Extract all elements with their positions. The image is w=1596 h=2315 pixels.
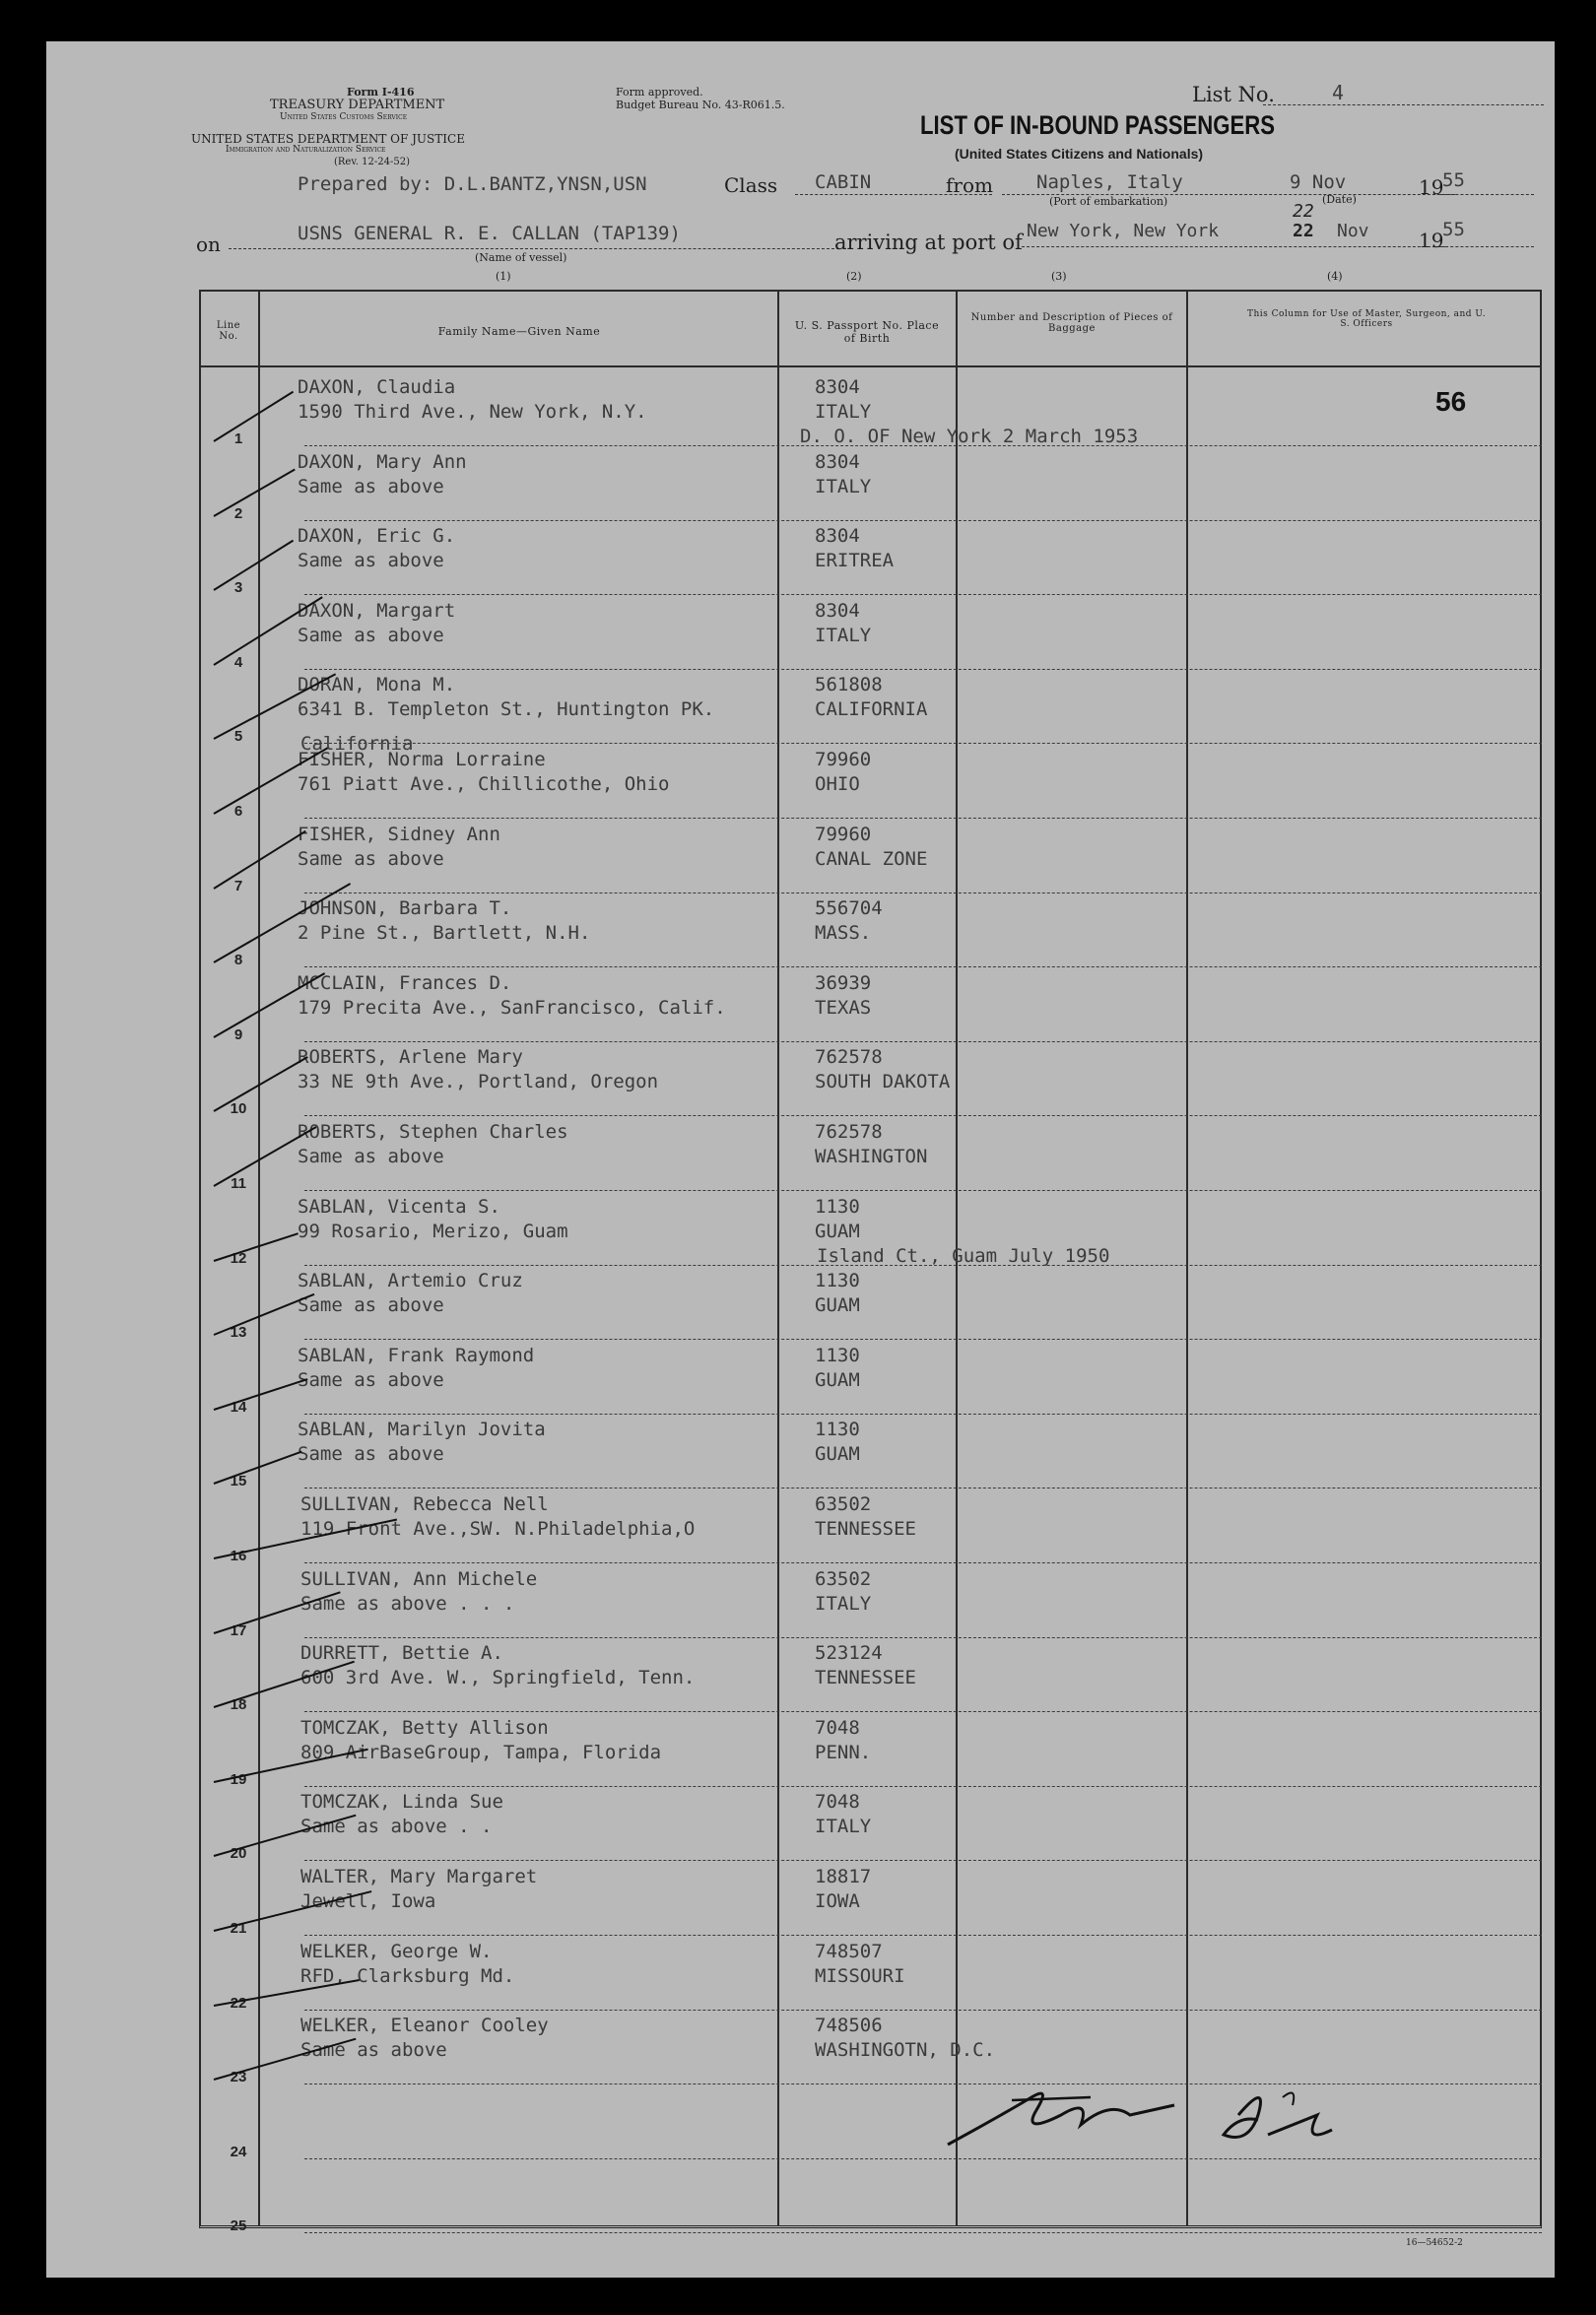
place-of-birth: CANAL ZONE: [815, 847, 928, 870]
arrival-port: New York, New York: [1027, 221, 1220, 241]
passenger-address: 99 Rosario, Merizo, Guam: [298, 1220, 568, 1242]
vessel-name: USNS GENERAL R. E. CALLAN (TAP139): [298, 223, 681, 244]
place-of-birth: GUAM: [815, 1294, 860, 1317]
passenger-address: 600 3rd Ave. W., Springfield, Tenn.: [300, 1667, 696, 1689]
passenger-name: DAXON, Mary Ann: [298, 450, 467, 473]
passport-number: 79960: [815, 823, 872, 845]
passenger-address: 33 NE 9th Ave., Portland, Oregon: [298, 1071, 659, 1093]
passenger-address: Same as above: [298, 1443, 444, 1466]
column-number-4: (4): [1327, 270, 1343, 283]
passenger-address: Same as above: [298, 847, 444, 870]
footer-code: 16—54652-2: [1406, 2238, 1463, 2248]
table-row: [46, 819, 1555, 893]
col-header-passport: U. S. Passport No. Place of Birth: [794, 319, 940, 345]
arrival-year: 55: [1442, 219, 1465, 240]
passenger-name: SABLAN, Marilyn Jovita: [298, 1419, 546, 1441]
form-subtitle: (United States Citizens and Nationals): [955, 146, 1204, 162]
table-row: [46, 2158, 1555, 2233]
year-label: 19: [1419, 175, 1444, 199]
table-row: [46, 893, 1555, 967]
check-mark: [214, 1378, 308, 1411]
line-number: 21: [230, 1920, 247, 1937]
passenger-name: SABLAN, Artemio Cruz: [298, 1270, 523, 1292]
vessel-caption: (Name of vessel): [475, 251, 567, 264]
column-number-1: (1): [496, 270, 511, 283]
place-of-birth: WASHINGOTN, D.C.: [815, 2039, 996, 2062]
table-row: [46, 520, 1555, 595]
arrival-year-underline: [1440, 246, 1534, 247]
passport-number: 762578: [815, 1046, 883, 1069]
passenger-name: TOMCZAK, Betty Allison: [300, 1716, 549, 1739]
passenger-name: WALTER, Mary Margaret: [300, 1866, 538, 1887]
passenger-address: Same as above: [298, 550, 444, 572]
passenger-name: SABLAN, Frank Raymond: [298, 1344, 535, 1366]
check-mark: [214, 1057, 308, 1113]
table-row: [46, 1340, 1555, 1415]
line-number: 13: [230, 1324, 247, 1342]
col-header-baggage: Number and Description of Pieces of Baggage: [970, 312, 1173, 334]
line-number: 23: [230, 2069, 247, 2086]
passenger-name: JOHNSON, Barbara T.: [298, 897, 512, 920]
place-of-birth: ITALY: [815, 475, 872, 497]
passenger-address: Same as above: [298, 624, 444, 646]
place-of-birth: TEXAS: [815, 996, 872, 1019]
line-number: 22: [230, 1994, 247, 2012]
immigration-service: Immigration and Naturalization Service: [226, 145, 386, 155]
check-mark: [214, 1749, 368, 1783]
from-label: from: [946, 173, 993, 197]
passenger-address: RFD, Clarksburg Md.: [300, 1964, 515, 1987]
form-sheet: [46, 41, 1555, 2278]
table-row: [46, 1041, 1555, 1116]
passport-number: 523124: [815, 1642, 883, 1665]
passenger-name: DAXON, Claudia: [298, 376, 456, 398]
passport-number: 63502: [815, 1567, 872, 1590]
table-row: [46, 1712, 1555, 1787]
line-number: 10: [230, 1100, 247, 1118]
passenger-address: Same as above: [300, 2039, 447, 2062]
table-row: [46, 1116, 1555, 1191]
check-mark: [214, 1979, 360, 2007]
passport-number: 762578: [815, 1121, 883, 1143]
line-number: 16: [230, 1548, 247, 1564]
place-of-birth: IOWA: [815, 1890, 860, 1912]
col-header-name: Family Name—Given Name: [437, 325, 601, 338]
passport-number: 8304: [815, 376, 860, 398]
table-row: [46, 1786, 1555, 1861]
place-of-birth: ERITREA: [815, 550, 895, 572]
passenger-name: MCCLAIN, Frances D.: [298, 971, 512, 994]
line-number: 15: [230, 1473, 247, 1490]
place-of-birth: PENN.: [815, 1741, 872, 1763]
passenger-name: ROBERTS, Stephen Charles: [298, 1121, 568, 1143]
passenger-name: DAXON, Eric G.: [298, 525, 456, 548]
line-number: 18: [230, 1696, 247, 1714]
passenger-address: Same as above: [298, 1368, 444, 1391]
arrival-underline: [1022, 246, 1445, 247]
passenger-address: 119 Front Ave.,SW. N.Philadelphia,O: [300, 1518, 696, 1540]
arrival-month: Nov: [1337, 221, 1369, 241]
passenger-name: DAXON, Margart: [298, 599, 456, 622]
passenger-name: FISHER, Norma Lorraine: [298, 749, 546, 770]
column-number-2: (2): [846, 270, 862, 283]
line-number: 20: [230, 1845, 247, 1863]
line-number: 3: [233, 579, 243, 597]
form-title: LIST OF IN-BOUND PASSENGERS: [920, 110, 1276, 140]
line-number: 9: [233, 1025, 243, 1043]
table-row: [46, 595, 1555, 670]
on-label: on: [196, 232, 221, 256]
place-of-birth: ITALY: [815, 1592, 872, 1615]
col-header-line-no: Line No.: [216, 320, 241, 342]
passenger-name: DORAN, Mona M.: [298, 674, 456, 696]
passenger-name: SULLIVAN, Rebecca Nell: [300, 1493, 549, 1515]
passenger-address: Same as above: [298, 1294, 444, 1317]
naturalization-note: Island Ct., Guam July 1950: [817, 1244, 1110, 1267]
arrival-day-typed: 22: [1293, 221, 1314, 241]
list-number-value: 4: [1332, 81, 1345, 104]
embark-port: Naples, Italy: [1036, 171, 1183, 193]
passport-number: 1130: [815, 1344, 860, 1366]
line-number: 24: [230, 2143, 247, 2160]
passenger-name: SULLIVAN, Ann Michele: [300, 1567, 538, 1590]
embark-date: 9 Nov: [1290, 171, 1347, 193]
passenger-name: ROBERTS, Arlene Mary: [298, 1046, 523, 1069]
passport-number: 8304: [815, 525, 860, 548]
treasury-department: TREASURY DEPARTMENT: [270, 98, 445, 112]
table-row: [46, 1936, 1555, 2011]
place-of-birth: ITALY: [815, 1816, 872, 1838]
table-row: [46, 2010, 1555, 2084]
passenger-name: WELKER, George W.: [300, 1940, 493, 1962]
passenger-name: SABLAN, Vicenta S.: [298, 1195, 500, 1218]
arrival-day-handwritten: 22: [1293, 201, 1314, 222]
line-number: 11: [231, 1175, 246, 1192]
form-approved: Form approved.: [616, 86, 703, 99]
passenger-address: 809 AirBaseGroup, Tampa, Florida: [300, 1741, 662, 1763]
page-number: 56: [1435, 386, 1467, 417]
row5-continuation: California: [300, 733, 414, 755]
place-of-birth: TENNESSEE: [815, 1667, 916, 1689]
passport-number: 561808: [815, 674, 883, 696]
passport-number: 748507: [815, 1940, 883, 1962]
class-value: CABIN: [815, 171, 872, 193]
passenger-address: 6341 B. Templeton St., Huntington PK.: [298, 698, 715, 721]
table-row: [46, 669, 1555, 744]
place-of-birth: SOUTH DAKOTA: [815, 1071, 951, 1093]
table-row: [46, 1414, 1555, 1488]
passport-number: 8304: [815, 450, 860, 473]
line-number: 6: [233, 803, 243, 820]
passport-number: 1130: [815, 1195, 860, 1218]
place-of-birth: TENNESSEE: [815, 1518, 916, 1540]
arrival-year-label: 19: [1419, 229, 1444, 252]
table-row: [46, 446, 1555, 521]
passport-number: 36939: [815, 971, 872, 994]
place-of-birth: GUAM: [815, 1220, 860, 1242]
list-number-underline: [1263, 104, 1544, 105]
line-number: 17: [230, 1621, 247, 1639]
port-embarkation-caption: (Port of embarkation): [1049, 195, 1168, 208]
year-underline: [1440, 194, 1534, 195]
place-of-birth: OHIO: [815, 773, 860, 795]
line-number: 7: [233, 877, 243, 894]
line-number: 14: [230, 1398, 247, 1416]
form-number: Form I-416: [347, 86, 415, 99]
passenger-name: WELKER, Eleanor Cooley: [300, 2015, 549, 2037]
passenger-address: 2 Pine St., Bartlett, N.H.: [298, 922, 591, 945]
passenger-address: 1590 Third Ave., New York, N.Y.: [298, 401, 647, 423]
passport-number: 556704: [815, 897, 883, 920]
customs-service: United States Customs Service: [280, 112, 408, 122]
passport-number: 1130: [815, 1419, 860, 1441]
vessel-underline: [229, 248, 839, 249]
passport-number: 63502: [815, 1493, 872, 1515]
passenger-address: Jewell, Iowa: [300, 1890, 436, 1912]
officer-signature: [943, 2076, 1435, 2164]
passenger-address: Same as above . .: [300, 1816, 493, 1838]
row-divider: [304, 2232, 1542, 2233]
line-number: 19: [230, 1770, 247, 1788]
place-of-birth: MASS.: [815, 922, 872, 945]
col-header-officers: This Column for Use of Master, Surgeon, and U. S. Officers: [1246, 309, 1487, 329]
table-row: [46, 744, 1555, 819]
table-header-rule: [199, 365, 1542, 367]
place-of-birth: ITALY: [815, 401, 872, 423]
naturalization-note: D. O. OF New York 2 March 1953: [800, 426, 1139, 447]
passport-number: 18817: [815, 1866, 872, 1887]
passenger-address: 179 Precita Ave., SanFrancisco, Calif.: [298, 996, 726, 1019]
list-number-label: List No.: [1192, 83, 1275, 106]
line-number: 12: [230, 1249, 247, 1267]
passenger-address: Same as above: [298, 475, 444, 497]
place-of-birth: WASHINGTON: [815, 1146, 928, 1167]
table-row: [46, 1191, 1555, 1266]
table-row: [46, 967, 1555, 1042]
date-caption: (Date): [1322, 193, 1357, 206]
place-of-birth: ITALY: [815, 624, 872, 646]
arriving-label: arriving at port of: [834, 231, 1023, 254]
passenger-name: FISHER, Sidney Ann: [298, 823, 500, 845]
column-number-3: (3): [1051, 270, 1067, 283]
place-of-birth: GUAM: [815, 1443, 860, 1466]
passenger-name: DURRETT, Bettie A.: [300, 1642, 503, 1665]
line-number: 5: [233, 728, 243, 746]
table-row: [46, 1265, 1555, 1340]
passenger-address: Same as above: [298, 1146, 444, 1167]
table-row: [46, 1637, 1555, 1712]
line-number: 1: [233, 430, 243, 447]
table-row: [46, 1488, 1555, 1563]
revision-date: (Rev. 12-24-52): [334, 157, 411, 167]
line-number: 25: [230, 2217, 247, 2235]
check-mark: [213, 829, 305, 889]
passport-number: 8304: [815, 599, 860, 622]
line-number: 4: [233, 653, 243, 671]
prepared-by: Prepared by: D.L.BANTZ,YNSN,USN: [298, 173, 647, 195]
passenger-address: Same as above . . .: [300, 1592, 515, 1615]
passenger-address: 761 Piatt Ave., Chillicothe, Ohio: [298, 773, 670, 795]
embark-year: 55: [1442, 169, 1465, 191]
passport-number: 7048: [815, 1791, 860, 1814]
line-number: 8: [233, 952, 243, 969]
place-of-birth: CALIFORNIA: [815, 698, 928, 721]
table-row: [46, 1861, 1555, 1936]
budget-bureau: Budget Bureau No. 43-R061.5.: [616, 99, 785, 111]
table-row: [46, 371, 1555, 446]
passport-number: 748506: [815, 2015, 883, 2037]
class-label: Class: [724, 173, 778, 197]
passport-number: 1130: [815, 1270, 860, 1292]
passport-number: 7048: [815, 1716, 860, 1739]
passenger-name: TOMCZAK, Linda Sue: [300, 1791, 503, 1814]
department-of-justice: UNITED STATES DEPARTMENT OF JUSTICE: [191, 132, 465, 146]
place-of-birth: MISSOURI: [815, 1964, 905, 1987]
passport-number: 79960: [815, 749, 872, 770]
line-number: 2: [233, 504, 243, 522]
table-row: [46, 1563, 1555, 1638]
place-of-birth: GUAM: [815, 1368, 860, 1391]
